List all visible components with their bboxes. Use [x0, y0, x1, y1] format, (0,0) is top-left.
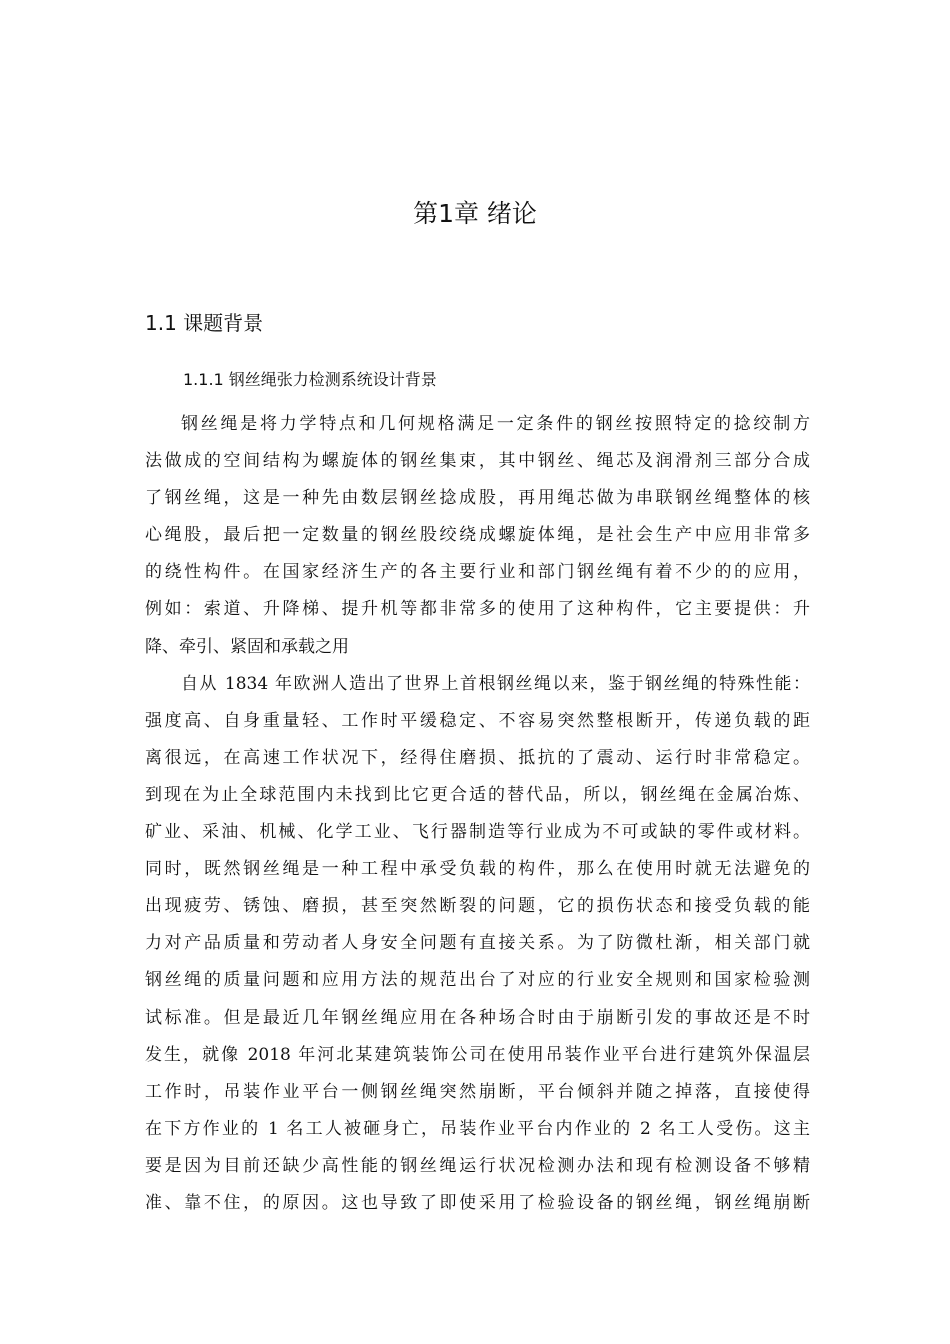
paragraph-line: 自从 1834 年欧洲人造出了世界上首根钢丝绳以来，鉴于钢丝绳的特殊性能：	[181, 673, 810, 694]
paragraph-line: 降、牵引、紧固和承载之用	[145, 636, 349, 657]
subsection-title: 1.1.1 钢丝绳张力检测系统设计背景	[183, 370, 437, 389]
section-title: 1.1 课题背景	[145, 311, 264, 335]
paragraph-line: 心绳股，最后把一定数量的钢丝股绞绕成螺旋体绳，是社会生产中应用非常多	[145, 525, 810, 546]
paragraph-line: 钢丝绳是将力学特点和几何规格满足一定条件的钢丝按照特定的捻绞制方	[181, 414, 810, 434]
paragraph-line: 钢丝绳的质量问题和应用方法的规范出台了对应的行业安全规则和国家检验测	[145, 970, 810, 991]
paragraph-line: 法做成的空间结构为螺旋体的钢丝集束，其中钢丝、绳芯及润滑剂三部分合成	[145, 451, 810, 472]
paragraph-line: 离很远，在高速工作状况下，经得住磨损、抵抗的了震动、运行时非常稳定。	[145, 747, 810, 768]
chapter-title: 第1章 绪论	[413, 199, 537, 228]
paragraph-line: 例如：索道、升降梯、提升机等都非常多的使用了这种构件，它主要提供：升	[145, 599, 810, 620]
paragraph-line: 在下方作业的 1 名工人被砸身亡，吊装作业平台内作业的 2 名工人受伤。这主	[145, 1118, 810, 1139]
paragraph-line: 矿业、采油、机械、化学工业、飞行器制造等行业成为不可或缺的零件或材料。	[145, 822, 810, 843]
paragraph-line: 准、靠不住，的原因。这也导致了即使采用了检验设备的钢丝绳，钢丝绳崩断	[145, 1192, 810, 1213]
paragraph-line: 到现在为止全球范围内未找到比它更合适的替代品，所以，钢丝绳在金属冶炼、	[145, 784, 810, 805]
paragraph-2	[145, 666, 810, 1222]
paragraph-line: 的绕性构件。在国家经济生产的各主要行业和部门钢丝绳有着不少的的应用，	[145, 562, 810, 583]
paragraph-line: 了钢丝绳，这是一种先由数层钢丝捻成股，再用绳芯做为串联钢丝绳整体的核	[145, 488, 810, 509]
body-text	[145, 406, 810, 1222]
paragraph-line: 力对产品质量和劳动者人身安全问题有直接关系。为了防微杜渐，相关部门就	[145, 933, 810, 954]
paragraph-line: 工作时，吊装作业平台一侧钢丝绳突然崩断，平台倾斜并随之掉落，直接使得	[145, 1081, 810, 1102]
paragraph-line: 出现疲劳、锈蚀、磨损，甚至突然断裂的问题，它的损伤状态和接受负载的能	[145, 896, 810, 917]
paragraph-line: 同时，既然钢丝绳是一种工程中承受负载的构件，那么在使用时就无法避免的	[145, 859, 810, 880]
paragraph-1	[145, 406, 810, 666]
paragraph-line: 强度高、自身重量轻、工作时平缓稳定、不容易突然整根断开，传递负载的距	[145, 710, 810, 731]
paragraph-line: 试标准。但是最近几年钢丝绳应用在各种场合时由于崩断引发的事故还是不时	[145, 1007, 810, 1028]
paragraph-line: 要是因为目前还缺少高性能的钢丝绳运行状况检测办法和现有检测设备不够精	[145, 1155, 810, 1176]
paragraph-line: 发生，就像 2018 年河北某建筑装饰公司在使用吊装作业平台进行建筑外保温层	[145, 1044, 810, 1065]
